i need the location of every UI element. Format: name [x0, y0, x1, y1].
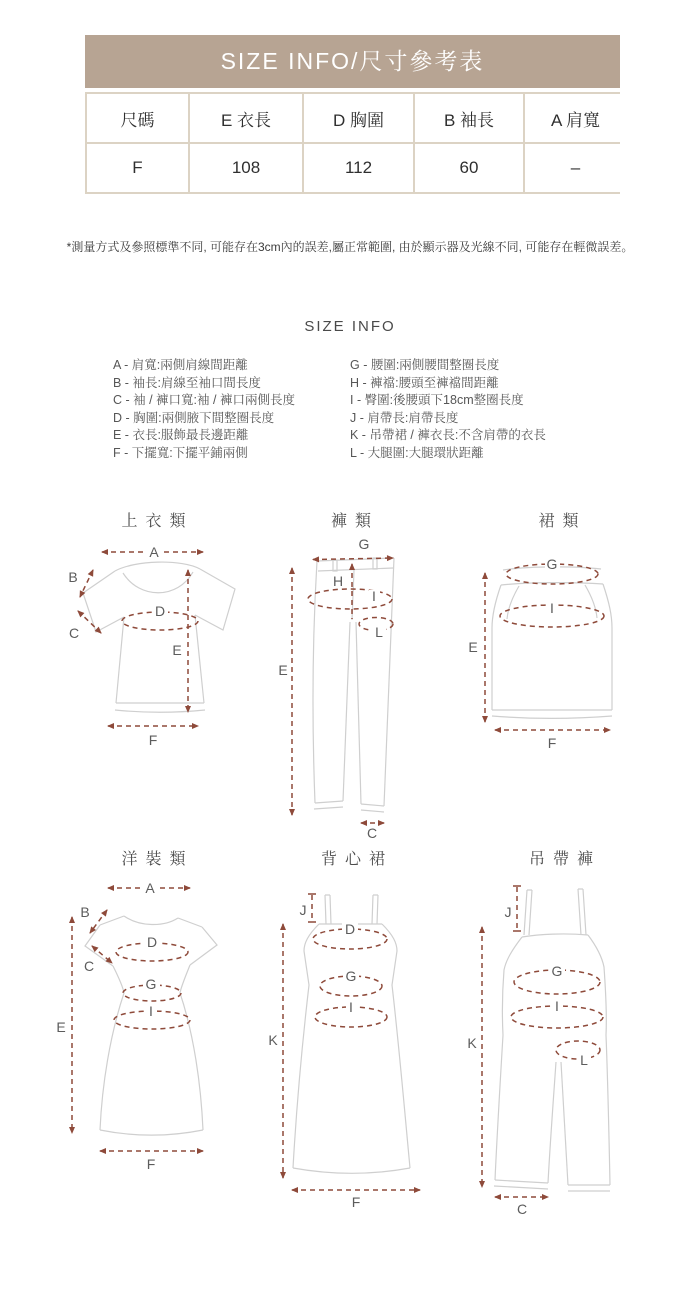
marker-label-i: I [149, 1003, 153, 1019]
marker-label-g: G [358, 536, 370, 552]
marker-label-f: F [351, 1194, 361, 1210]
column-header-bust: D 胸圍 [304, 94, 413, 142]
column-header-sleeve: B 袖長 [415, 94, 523, 142]
cell-length: 108 [190, 144, 302, 192]
marker-label-j: J [299, 902, 307, 918]
vest-dress-diagram [262, 875, 442, 1210]
legend-item-c: C - 袖 / 褲口寬:袖 / 褲口兩側長度 [113, 393, 295, 408]
cell-sleeve: 60 [415, 144, 523, 192]
column-header-shoulder: A 肩寬 [525, 94, 626, 142]
legend-item-f: F - 下擺寬:下擺平鋪兩側 [113, 445, 248, 460]
vest-dress-measures [268, 894, 420, 1210]
size-info-heading: SIZE INFO [304, 318, 396, 335]
skirts-title: 裙類 [538, 513, 587, 530]
pants-measures [278, 536, 393, 840]
legend-item-d: D - 胸圍:兩側腋下間整圈長度 [113, 410, 275, 425]
overalls-outline [494, 889, 610, 1191]
marker-label-i: I [372, 588, 376, 604]
cell-shoulder: – [525, 144, 626, 192]
dresses-title: 洋裝類 [121, 851, 194, 868]
column-header-length: E 衣長 [190, 94, 302, 142]
legend-item-k: K - 吊帶裙 / 褲衣長:不含肩帶的衣長 [350, 428, 546, 443]
marker-label-c: C [516, 1201, 528, 1217]
overalls-title: 吊帶褲 [528, 851, 601, 868]
legend-item-j: J - 肩帶長:肩帶長度 [350, 410, 459, 425]
marker-label-l: L [375, 624, 383, 640]
marker-label-c: C [83, 958, 95, 974]
marker-label-d: D [344, 921, 356, 937]
pants-outline [313, 558, 394, 812]
skirt-outline [492, 567, 612, 718]
marker-label-i: I [555, 998, 559, 1014]
pants-diagram [265, 535, 445, 840]
dress-measures [56, 880, 203, 1172]
marker-label-k: K [467, 1035, 477, 1051]
tops-diagram [60, 540, 280, 775]
vest-dress-title: 背心裙 [320, 851, 393, 868]
legend-item-a: A - 肩寬:兩側肩線間距離 [113, 358, 248, 372]
marker-label-e: E [172, 642, 182, 658]
size-table-title: SIZE INFO/尺寸參考表 [85, 35, 620, 88]
measurement-note: *測量方式及參照標準不同, 可能存在3cm內的誤差,屬正常範圍, 由於顯示器及光線不同, 可能存在輕微誤差。 [66, 240, 634, 254]
legend-item-g: G - 腰圍:兩側腰間整圈長度 [350, 358, 500, 372]
marker-label-j: J [504, 904, 512, 920]
marker-label-e: E [56, 1019, 66, 1035]
marker-label-k: K [268, 1032, 278, 1048]
marker-label-g: G [551, 963, 563, 979]
cell-size-f: F [87, 144, 188, 192]
skirts-diagram [460, 540, 640, 770]
legend-item-h: H - 褲襠:腰頭至褲襠間距離 [350, 375, 499, 390]
size-table-grid [85, 92, 620, 194]
legend-left-column [113, 357, 295, 463]
marker-label-d: D [146, 934, 158, 950]
legend-item-b: B - 袖長:肩線至袖口間長度 [113, 375, 261, 390]
marker-label-d: D [154, 603, 166, 619]
marker-label-c: C [366, 825, 378, 840]
legend-item-i: I - 臀圍:後腰頭下18cm整圈長度 [350, 393, 524, 408]
legend-item-l: L - 大腿圍:大腿環狀距離 [350, 445, 484, 460]
marker-label-g: G [345, 968, 357, 984]
legend-right-column [350, 357, 546, 463]
skirt-measures [468, 556, 610, 751]
marker-label-l: L [580, 1052, 588, 1068]
marker-label-e: E [468, 639, 478, 655]
marker-label-b: B [80, 904, 90, 920]
marker-label-e: E [278, 662, 288, 678]
pants-title: 褲類 [330, 513, 379, 530]
overalls-diagram [450, 875, 650, 1220]
size-table [85, 35, 620, 194]
marker-label-c: C [68, 625, 80, 641]
tshirt-outline [83, 562, 235, 712]
tshirt-measures [68, 544, 203, 748]
marker-label-b: B [68, 569, 78, 585]
tops-title: 上衣類 [121, 513, 194, 530]
marker-label-g: G [145, 976, 157, 992]
dresses-diagram [40, 875, 260, 1185]
marker-label-f: F [547, 735, 557, 751]
marker-label-f: F [146, 1156, 156, 1172]
legend-item-e: E - 衣長:服飾最長邊距離 [113, 428, 249, 443]
marker-label-h: H [332, 573, 344, 589]
marker-label-i: I [550, 600, 554, 616]
marker-label-f: F [148, 732, 158, 748]
marker-label-g: G [546, 556, 558, 572]
marker-label-i: I [349, 999, 353, 1015]
marker-label-a: A [149, 544, 159, 560]
column-header-size: 尺碼 [87, 94, 188, 142]
cell-bust: 112 [304, 144, 413, 192]
marker-label-a: A [145, 880, 155, 896]
